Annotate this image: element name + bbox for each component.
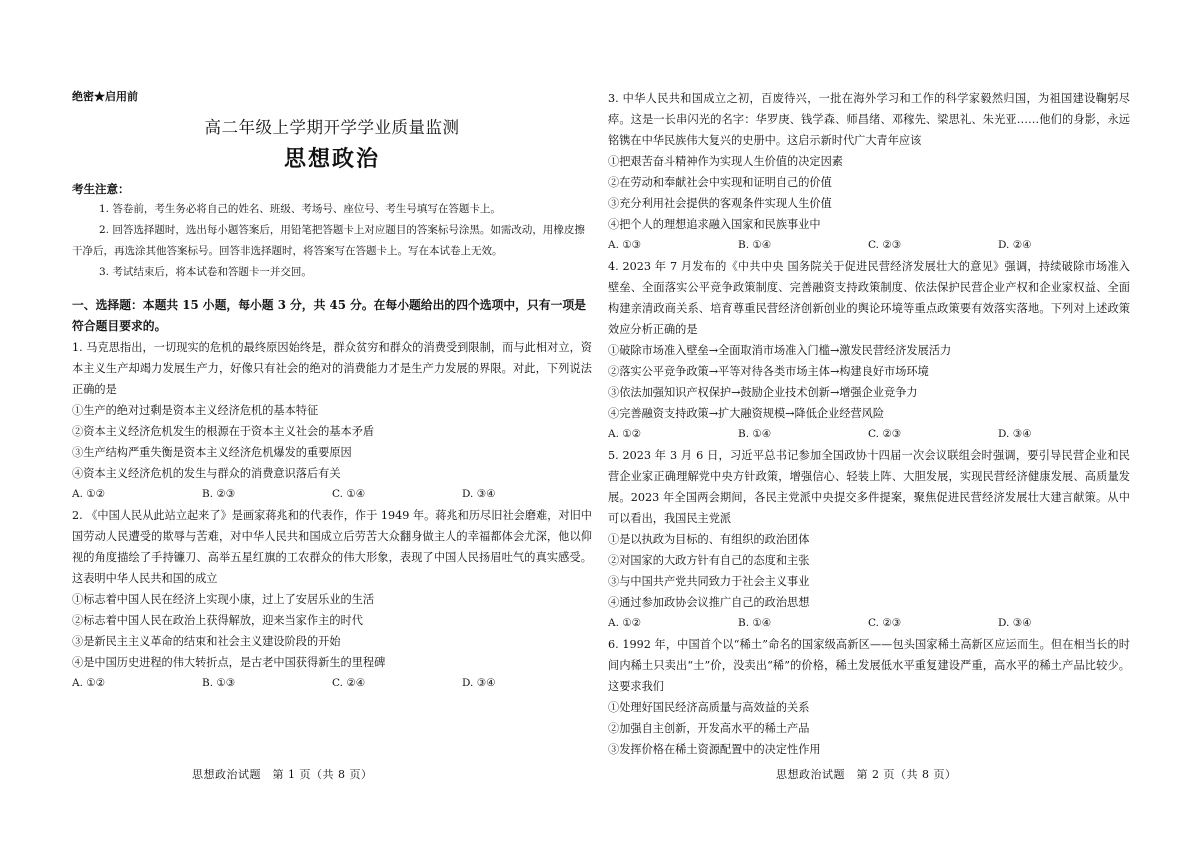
question-1 [72,337,592,505]
subject-title: 思想政治 [283,146,380,172]
question-stem: 4. 2023 年 7 月发布的《中共中央 国务院关于促进民营经济发展壮大的意见》强调，持续破除市场准入壁垒、全面落实公平竞争政策制度、完善融资支持政策制度、依法保护民营企业产权和企业家权益、全面构建亲清政商关系、培育尊重民营经济创新创业的舆论环境等重点政策要有效落实落地。下列对上述政策效应分析正确的是 [608,260,1130,336]
question-stem: 1. 马克思指出，一切现实的危机的最终原因始终是，群众贫穷和群众的消费受到限制，而与此相对立，资本主义生产却竭力发展生产力，好像只有社会的绝对的消费能力才是生产力发展的界限。对此，下列说法正确的是 [72,341,592,396]
page-footer-right: 思想政治试题 第 2 页（共 8 页） [776,768,957,781]
choice-b: B. ①④ [738,617,772,629]
question-option: ④完善融资支持政策→扩大融资规模→降低企业经营风险 [608,407,885,420]
question-stem: 3. 中华人民共和国成立之初，百废待兴，一批在海外学习和工作的科学家毅然归国，为祖国建设鞠躬尽瘁。这是一长串闪光的名字：华罗庚、钱学森、师昌绪、邓稼先、梁思礼、朱光亚……他们的身影，永远铭镌在中华民族伟大复兴的史册中。这启示新时代广大青年应该 [608,92,1130,147]
question-option: ②对国家的大政方针有自己的态度和主张 [608,554,810,567]
choice-c: C. ②③ [868,617,902,629]
question-option: ①生产的绝对过剩是资本主义经济危机的基本特征 [72,404,319,417]
secret-label: 绝密★启用前 [72,90,138,103]
choice-a: A. ①② [72,488,106,500]
question-option: ④把个人的理想追求融入国家和民族事业中 [608,218,821,231]
answer-choices [608,424,1130,445]
question-6 [608,634,1130,760]
question-option: ③充分利用社会提供的客观条件实现人生价值 [608,197,832,210]
question-5 [608,445,1130,634]
question-stem: 5. 2023 年 3 月 6 日，习近平总书记参加全国政协十四届一次会议联组会时强调，要引导民营企业和民营企业家正确理解党中央方针政策，增强信心、轻装上阵、大胆发展，实现民营经济健康发展、高质量发展。2023 年全国两会期间，各民主党派中央提交多件提案，聚焦促进民营经济发展壮大建言献策。从中可以看出，我国民主党派 [608,449,1130,525]
question-option: ①把艰苦奋斗精神作为实现人生价值的决定因素 [608,155,843,168]
question-stem: 6. 1992 年，中国首个以“稀土”命名的国家级高新区——包头国家稀土高新区应运而生。但在相当长的时间内稀土只卖出“土”价，没卖出“稀”的价格，稀土发展低水平重复建设严重，高水平的稀土产品比较少。这要求我们 [608,638,1130,693]
question-stem: 2. 《中国人民从此站立起来了》是画家蒋兆和的代表作，作于 1949 年。蒋兆和历尽旧社会磨难，对旧中国劳动人民遭受的欺辱与苦难，对中华人民共和国成立后劳苦大众翻身做主人的幸福都体会尤深，他以仰视的角度描绘了手持镰刀、高举五星红旗的工农群众的伟大形象，表现了中国人民扬眉吐气的真实感受。这表明中华人民共和国的成立 [72,509,592,585]
choice-a: A. ①② [608,617,642,629]
question-option: ③与中国共产党共同致力于社会主义事业 [608,575,810,588]
answer-choices [608,613,1130,634]
choice-d: D. ③④ [998,428,1032,440]
question-option: ②落实公平竞争政策→平等对待各类市场主体→构建良好市场环境 [608,365,929,378]
choice-d: D. ②④ [998,239,1032,251]
question-option: ②加强自主创新，开发高水平的稀土产品 [608,722,810,735]
choice-c: C. ②④ [332,677,366,689]
question-2 [72,505,592,694]
choice-d: D. ③④ [998,617,1032,629]
question-option: ③生产结构严重失衡是资本主义经济危机爆发的重要原因 [72,446,352,459]
notice-heading: 考生注意： [72,182,130,196]
right-column [608,88,1130,760]
question-option: ①是以执政为目标的、有组织的政治团体 [608,533,810,546]
choice-d: D. ③④ [462,677,496,689]
question-option: ④通过参加政协会议推广自己的政治思想 [608,596,810,609]
section-heading: 一、选择题：本题共 15 小题，每小题 3 分，共 45 分。在每小题给出的四个选项中，只有一项是符合题目要求的。 [72,298,586,333]
question-option: ②在劳动和奉献社会中实现和证明自己的价值 [608,176,832,189]
choice-b: B. ①③ [202,677,236,689]
exam-title: 高二年级上学期开学学业质量监测 [204,118,460,137]
question-option: ②标志着中国人民在政治上获得解放，迎来当家作主的时代 [72,614,363,627]
notice-item: 2. 回答选择题时，选出每小题答案后，用铅笔把答题卡上对应题目的答案标号涂黑。如需改动，用橡皮擦干净后，再选涂其他答案标号。回答非选择题时，将答案写在答题卡上。写在本试卷上无效。 [72,224,585,257]
notice-item: 3. 考试结束后，将本试卷和答题卡一并交回。 [99,266,312,278]
choice-a: A. ①② [608,428,642,440]
choice-d: D. ③④ [462,488,496,500]
question-3 [608,88,1130,256]
choice-b: B. ①④ [738,239,772,251]
choice-c: C. ①④ [332,488,366,500]
question-option: ①处理好国民经济高质量与高效益的关系 [608,701,810,714]
question-option: ③发挥价格在稀土资源配置中的决定性作用 [608,743,821,756]
question-option: ③依法加强知识产权保护→鼓励企业技术创新→增强企业竞争力 [608,386,918,399]
choice-c: C. ②③ [868,428,902,440]
question-option: ①破除市场准入壁垒→全面取消市场准入门槛→激发民营经济发展活力 [608,344,952,357]
question-option: ②资本主义经济危机发生的根源在于资本主义社会的基本矛盾 [72,425,375,438]
question-option: ④是中国历史进程的伟大转折点，是古老中国获得新生的里程碑 [72,656,386,669]
answer-choices [608,235,1130,256]
choice-b: B. ②③ [202,488,236,500]
question-4 [608,256,1130,445]
choice-a: A. ①② [72,677,106,689]
question-option: ③是新民主主义革命的结束和社会主义建设阶段的开始 [72,635,341,648]
choice-a: A. ①③ [608,239,642,251]
question-option: ①标志着中国人民在经济上实现小康，过上了安居乐业的生活 [72,593,375,606]
left-column [72,88,592,694]
choice-b: B. ①④ [738,428,772,440]
page-footer-left: 思想政治试题 第 1 页（共 8 页） [192,768,373,781]
answer-choices [72,673,592,694]
notice-item: 1. 答卷前，考生务必将自己的姓名、班级、考场号、座位号、考生号填写在答题卡上。 [99,203,501,215]
choice-c: C. ②③ [868,239,902,251]
question-option: ④资本主义经济危机的发生与群众的消费意识落后有关 [72,467,341,480]
answer-choices [72,484,592,505]
